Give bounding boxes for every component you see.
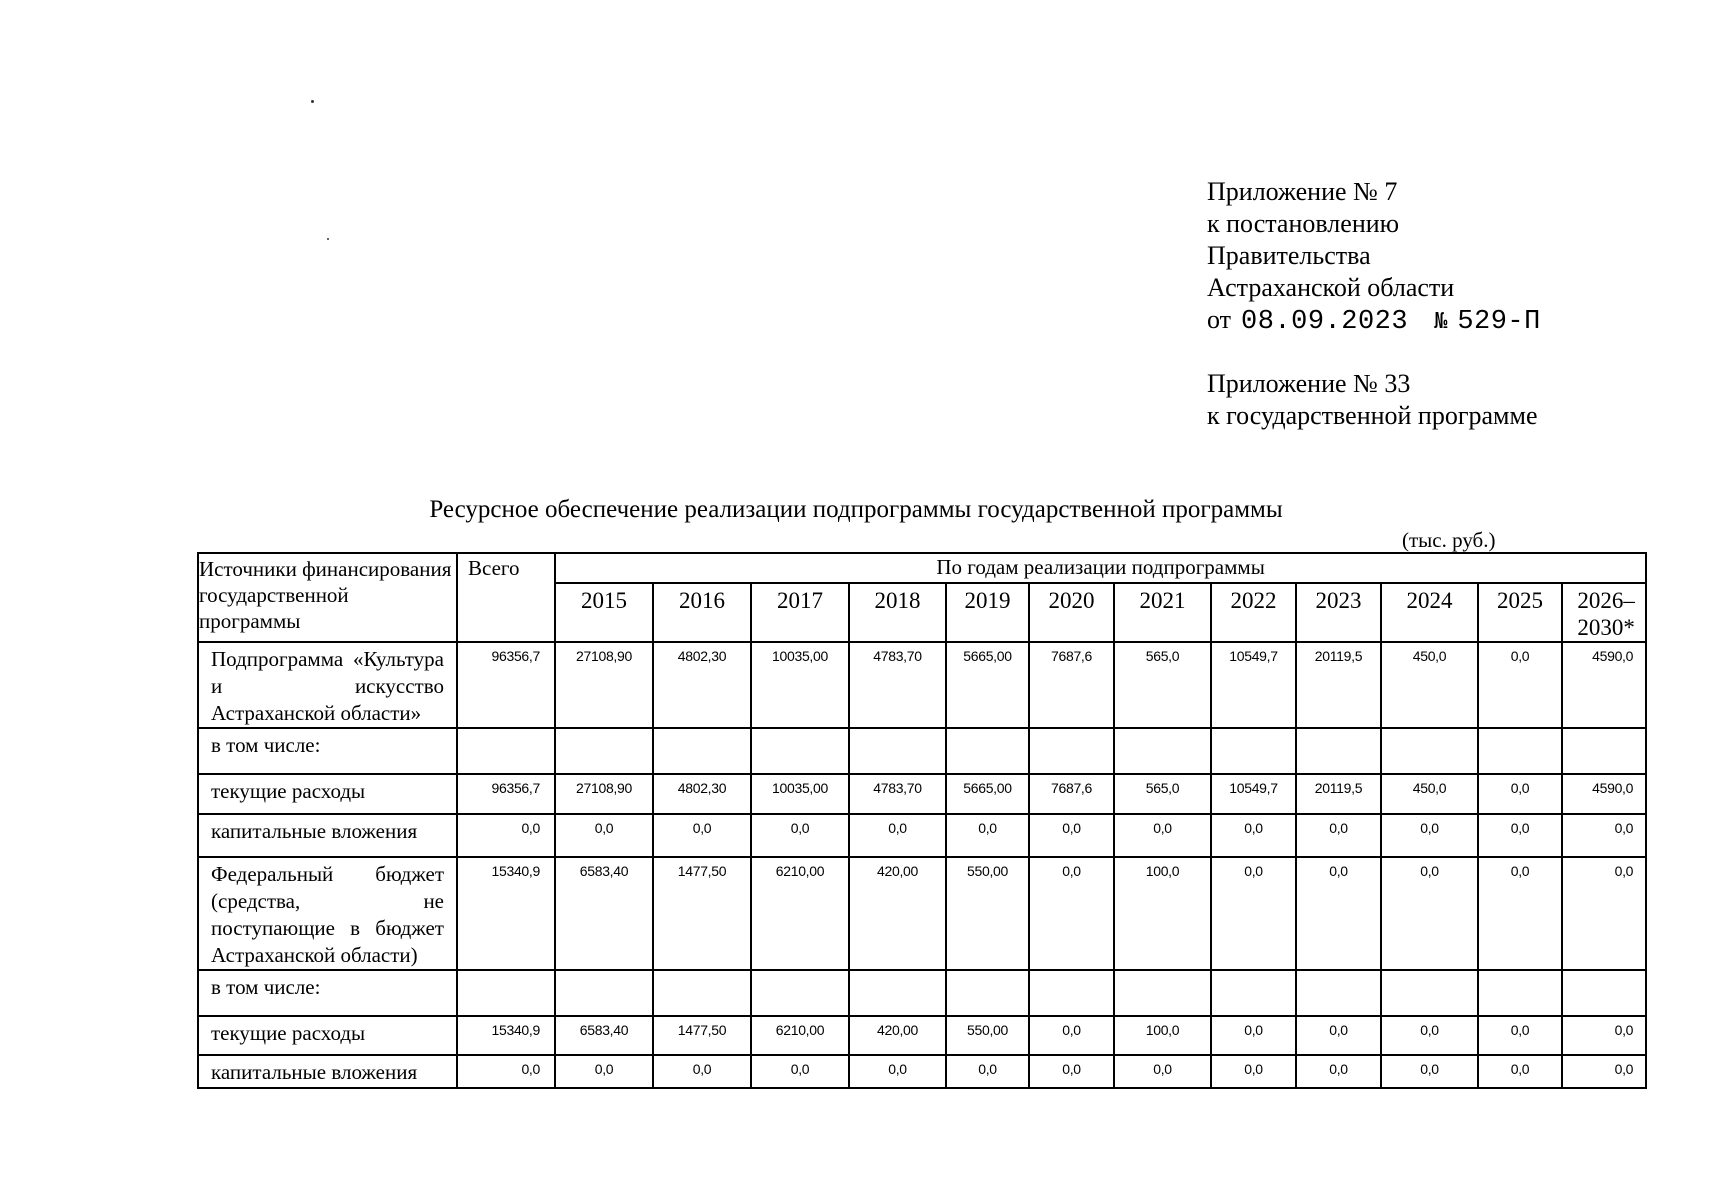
document-title-wrap [0, 496, 1712, 524]
row-year-value-cell: 420,00 [849, 1016, 946, 1055]
header-year: 2022 [1211, 583, 1296, 642]
row-year-value-cell: 0,0 [1296, 814, 1381, 857]
row-total-cell: 15340,9 [457, 857, 555, 970]
row-year-value-cell: 4802,30 [653, 642, 751, 728]
row-year-value-cell [946, 728, 1029, 774]
row-source-cell: капитальные вложения [198, 1055, 457, 1088]
row-year-value-cell: 6210,00 [751, 1016, 849, 1055]
row-year-value-cell [1211, 970, 1296, 1016]
row-year-value-cell: 0,0 [1478, 814, 1562, 857]
row-year-value-cell: 0,0 [1478, 774, 1562, 814]
row-year-value-cell: 6583,40 [555, 1016, 653, 1055]
row-year-value-cell: 27108,90 [555, 642, 653, 728]
row-year-value-cell: 0,0 [1562, 1055, 1646, 1088]
row-year-value-cell: 450,0 [1381, 642, 1478, 728]
row-year-value-cell: 10035,00 [751, 642, 849, 728]
row-year-value-cell: 0,0 [849, 814, 946, 857]
row-year-value-cell: 10035,00 [751, 774, 849, 814]
row-year-value-cell: 0,0 [1029, 1055, 1114, 1088]
appendix-33-title: Приложение № 33 [1207, 369, 1411, 398]
row-year-value-cell [946, 970, 1029, 1016]
appendix-7-line3: Правительства [1207, 241, 1371, 270]
header-year: 2017 [751, 583, 849, 642]
order-prefix: от [1207, 305, 1232, 334]
row-year-value-cell [1381, 970, 1478, 1016]
row-year-value-cell [849, 970, 946, 1016]
table-row [198, 857, 1646, 970]
row-year-value-cell: 0,0 [1211, 857, 1296, 970]
order-line [1207, 304, 1541, 338]
row-year-value-cell: 100,0 [1114, 1016, 1211, 1055]
row-year-value-cell: 0,0 [1478, 1016, 1562, 1055]
row-year-value-cell: 0,0 [1296, 1016, 1381, 1055]
table-header-row [198, 553, 1646, 583]
row-year-value-cell: 20119,5 [1296, 642, 1381, 728]
scan-speck [327, 238, 329, 240]
row-year-value-cell: 5665,00 [946, 774, 1029, 814]
row-year-value-cell: 420,00 [849, 857, 946, 970]
header-year: 2021 [1114, 583, 1211, 642]
row-year-value-cell: 0,0 [653, 814, 751, 857]
row-total-cell: 15340,9 [457, 1016, 555, 1055]
row-year-value-cell: 0,0 [1478, 642, 1562, 728]
row-year-value-cell: 4783,70 [849, 774, 946, 814]
row-year-value-cell [1114, 970, 1211, 1016]
row-year-value-cell: 4590,0 [1562, 642, 1646, 728]
row-year-value-cell: 0,0 [751, 814, 849, 857]
header-total: Всего [457, 553, 555, 642]
appendix-7-title: Приложение № 7 [1207, 177, 1398, 206]
row-source-cell: текущие расходы [198, 1016, 457, 1055]
row-year-value-cell: 0,0 [1029, 857, 1114, 970]
order-date: 08.09.2023 [1241, 307, 1409, 337]
row-year-value-cell: 0,0 [1296, 1055, 1381, 1088]
table-row [198, 814, 1646, 857]
row-year-value-cell [653, 970, 751, 1016]
document-title: Ресурсное обеспечение реализации подпрограммы государственной программы [429, 496, 1283, 523]
row-year-value-cell: 4783,70 [849, 642, 946, 728]
row-year-value-cell [1562, 970, 1646, 1016]
header-year: 2019 [946, 583, 1029, 642]
row-year-value-cell: 565,0 [1114, 642, 1211, 728]
row-year-value-cell: 0,0 [1114, 814, 1211, 857]
row-year-value-cell: 4802,30 [653, 774, 751, 814]
row-year-value-cell [1478, 728, 1562, 774]
row-total-cell: 96356,7 [457, 642, 555, 728]
table-row [198, 1055, 1646, 1088]
row-source-cell: в том числе: [198, 728, 457, 774]
row-year-value-cell: 7687,6 [1029, 642, 1114, 728]
appendix-7-line2: к постановлению [1207, 209, 1400, 238]
row-source-cell: текущие расходы [198, 774, 457, 814]
row-year-value-cell: 5665,00 [946, 642, 1029, 728]
row-year-value-cell: 0,0 [946, 1055, 1029, 1088]
row-year-value-cell [1562, 728, 1646, 774]
row-year-value-cell [1029, 728, 1114, 774]
table-row [198, 970, 1646, 1016]
header-year: 2020 [1029, 583, 1114, 642]
row-year-value-cell: 0,0 [1562, 857, 1646, 970]
row-year-value-cell: 0,0 [1296, 857, 1381, 970]
row-year-value-cell: 0,0 [1562, 814, 1646, 857]
header-year: 2026–2030* [1562, 583, 1646, 642]
row-year-value-cell [555, 970, 653, 1016]
row-source-cell: Подпрограмма «Культура и искусство Астраханской области» [198, 642, 457, 728]
row-year-value-cell: 0,0 [653, 1055, 751, 1088]
header-years: По годам реализации подпрограммы [555, 553, 1646, 583]
row-year-value-cell [1296, 728, 1381, 774]
row-year-value-cell [1211, 728, 1296, 774]
row-year-value-cell [1478, 970, 1562, 1016]
row-total-cell [457, 728, 555, 774]
row-year-value-cell: 6210,00 [751, 857, 849, 970]
row-year-value-cell: 0,0 [555, 814, 653, 857]
row-year-value-cell: 0,0 [1562, 1016, 1646, 1055]
table-row [198, 642, 1646, 728]
row-source-cell: капитальные вложения [198, 814, 457, 857]
row-total-cell: 0,0 [457, 1055, 555, 1088]
row-year-value-cell: 450,0 [1381, 774, 1478, 814]
row-year-value-cell: 6583,40 [555, 857, 653, 970]
row-year-value-cell: 0,0 [1211, 1055, 1296, 1088]
row-year-value-cell [1381, 728, 1478, 774]
row-year-value-cell: 550,00 [946, 1016, 1029, 1055]
row-year-value-cell [1296, 970, 1381, 1016]
row-year-value-cell [653, 728, 751, 774]
row-year-value-cell: 0,0 [1029, 814, 1114, 857]
order-number: 529-П [1457, 307, 1541, 337]
row-year-value-cell: 550,00 [946, 857, 1029, 970]
row-total-cell: 96356,7 [457, 774, 555, 814]
header-source: Источники финансирования государственной программы [198, 553, 457, 642]
order-number-sign: № [1434, 309, 1448, 334]
row-source-cell: Федеральный бюджет (средства, не поступающие в бюджет Астраханской области) [198, 857, 457, 970]
row-source-cell: в том числе: [198, 970, 457, 1016]
financing-table [197, 552, 1647, 1089]
table-row [198, 728, 1646, 774]
table-row [198, 774, 1646, 814]
row-year-value-cell: 1477,50 [653, 857, 751, 970]
table-body [198, 642, 1646, 1088]
row-year-value-cell: 100,0 [1114, 857, 1211, 970]
row-year-value-cell: 7687,6 [1029, 774, 1114, 814]
appendix-33-line2: к государственной программе [1207, 401, 1538, 430]
row-year-value-cell: 10549,7 [1211, 642, 1296, 728]
row-total-cell: 0,0 [457, 814, 555, 857]
row-year-value-cell [555, 728, 653, 774]
row-year-value-cell: 0,0 [1478, 1055, 1562, 1088]
row-year-value-cell: 0,0 [1211, 814, 1296, 857]
row-year-value-cell: 0,0 [1381, 857, 1478, 970]
row-year-value-cell: 20119,5 [1296, 774, 1381, 814]
table-row [198, 1016, 1646, 1055]
row-year-value-cell: 0,0 [1381, 1055, 1478, 1088]
row-year-value-cell: 27108,90 [555, 774, 653, 814]
header-year: 2016 [653, 583, 751, 642]
row-year-value-cell: 0,0 [1381, 814, 1478, 857]
header-year: 2025 [1478, 583, 1562, 642]
row-year-value-cell: 0,0 [849, 1055, 946, 1088]
row-year-value-cell: 0,0 [1029, 1016, 1114, 1055]
row-year-value-cell: 565,0 [1114, 774, 1211, 814]
row-year-value-cell [1114, 728, 1211, 774]
row-year-value-cell: 0,0 [555, 1055, 653, 1088]
header-year: 2018 [849, 583, 946, 642]
row-year-value-cell: 0,0 [751, 1055, 849, 1088]
row-year-value-cell: 1477,50 [653, 1016, 751, 1055]
header-year: 2015 [555, 583, 653, 642]
row-year-value-cell: 0,0 [946, 814, 1029, 857]
unit-note: (тыс. руб.) [1402, 528, 1496, 552]
row-year-value-cell [1029, 970, 1114, 1016]
scan-speck [311, 100, 314, 103]
row-total-cell [457, 970, 555, 1016]
row-year-value-cell [849, 728, 946, 774]
header-year: 2023 [1296, 583, 1381, 642]
appendix-7-block [1207, 176, 1541, 338]
appendix-33-block [1207, 368, 1538, 432]
row-year-value-cell: 0,0 [1114, 1055, 1211, 1088]
row-year-value-cell [751, 970, 849, 1016]
row-year-value-cell: 4590,0 [1562, 774, 1646, 814]
header-year: 2024 [1381, 583, 1478, 642]
row-year-value-cell: 0,0 [1211, 1016, 1296, 1055]
row-year-value-cell: 0,0 [1381, 1016, 1478, 1055]
appendix-7-line4: Астраханской области [1207, 273, 1455, 302]
row-year-value-cell: 10549,7 [1211, 774, 1296, 814]
row-year-value-cell [751, 728, 849, 774]
row-year-value-cell: 0,0 [1478, 857, 1562, 970]
